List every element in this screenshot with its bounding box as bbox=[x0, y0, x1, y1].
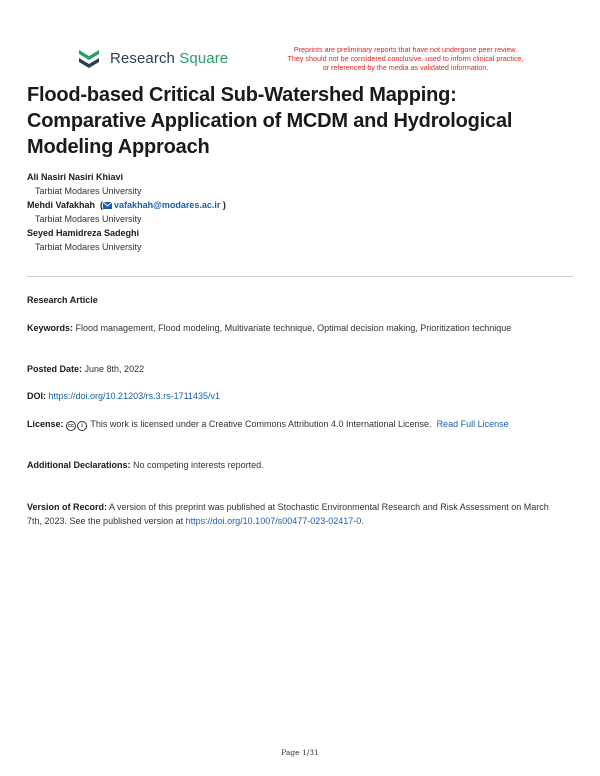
mail-icon bbox=[103, 202, 112, 209]
article-type-label: Research Article bbox=[27, 295, 98, 305]
research-square-logo-icon bbox=[76, 45, 102, 71]
author-affiliation: Tarbiat Modares University bbox=[35, 214, 142, 224]
doi bbox=[27, 389, 562, 403]
read-full-license-link[interactable]: Read Full License bbox=[436, 419, 509, 429]
keywords-value: Flood management, Flood modeling, Multivariate technique, Optimal decision making, Prioritization technique bbox=[75, 323, 512, 333]
version-of-record bbox=[27, 500, 562, 528]
author-affiliation: Tarbiat Modares University bbox=[35, 242, 142, 252]
license-text: This work is licensed under a Creative Commons Attribution 4.0 International License. bbox=[90, 419, 432, 429]
paper-title: Flood-based Critical Sub-Watershed Mapping: Comparative Application of MCDM and Hydrological Modeling Approach bbox=[27, 84, 513, 158]
attribution-icon: i bbox=[77, 421, 87, 431]
version-of-record-end: . bbox=[361, 516, 364, 526]
license bbox=[27, 417, 562, 431]
doi-link[interactable]: https://doi.org/10.21203/rs.3.rs-1711435/v1 bbox=[48, 391, 220, 401]
keywords-label: Keywords: bbox=[27, 323, 74, 333]
keywords bbox=[27, 321, 562, 335]
disclaimer-line: Preprints are preliminary reports that have not undergone peer review. bbox=[293, 45, 518, 54]
author-list bbox=[27, 170, 567, 254]
author-name: Seyed Hamidreza Sadeghi bbox=[27, 228, 140, 238]
posted-date-value: June 8th, 2022 bbox=[84, 364, 145, 374]
additional-declarations bbox=[27, 458, 562, 472]
published-version-link[interactable]: https://doi.org/10.1007/s00477-023-02417-0 bbox=[185, 516, 362, 526]
author-name: Ali Nasiri Nasiri Khiavi bbox=[27, 172, 124, 182]
author-name: Mehdi Vafakhah bbox=[27, 200, 96, 210]
declarations-value: No competing interests reported. bbox=[133, 460, 264, 470]
brand-name bbox=[110, 50, 228, 67]
declarations-label: Additional Declarations: bbox=[27, 460, 131, 470]
disclaimer-line: They should not be considered conclusive, used to inform clinical practice, bbox=[287, 54, 524, 63]
license-label: License: bbox=[27, 419, 64, 429]
page-number: Page 1/31 bbox=[281, 748, 319, 757]
version-of-record-text: A version of this preprint was published at Stochastic Environmental Research and Risk Assessment on March 7th, 2023. See the published version at bbox=[27, 502, 549, 526]
article-type bbox=[27, 293, 562, 307]
version-of-record-label: Version of Record: bbox=[27, 502, 108, 512]
brand-name-part1: Research bbox=[110, 49, 175, 67]
disclaimer-line: or referenced by the media as validated information. bbox=[322, 63, 489, 72]
posted-date bbox=[27, 362, 562, 376]
preprint-disclaimer bbox=[268, 45, 543, 72]
author-email-link[interactable]: vafakhah@modares.ac.ir bbox=[114, 200, 221, 210]
divider bbox=[27, 276, 573, 277]
creative-commons-icon: cc bbox=[67, 423, 75, 429]
author-affiliation: Tarbiat Modares University bbox=[35, 186, 142, 196]
brand-name-part2: Square bbox=[179, 49, 229, 67]
author-entry: Mehdi Vafakhah ( vafakhah@modares.ac.ir ) bbox=[27, 200, 226, 210]
posted-date-label: Posted Date: bbox=[27, 364, 83, 374]
doi-label: DOI: bbox=[27, 391, 46, 401]
research-square-logo[interactable] bbox=[76, 45, 228, 71]
